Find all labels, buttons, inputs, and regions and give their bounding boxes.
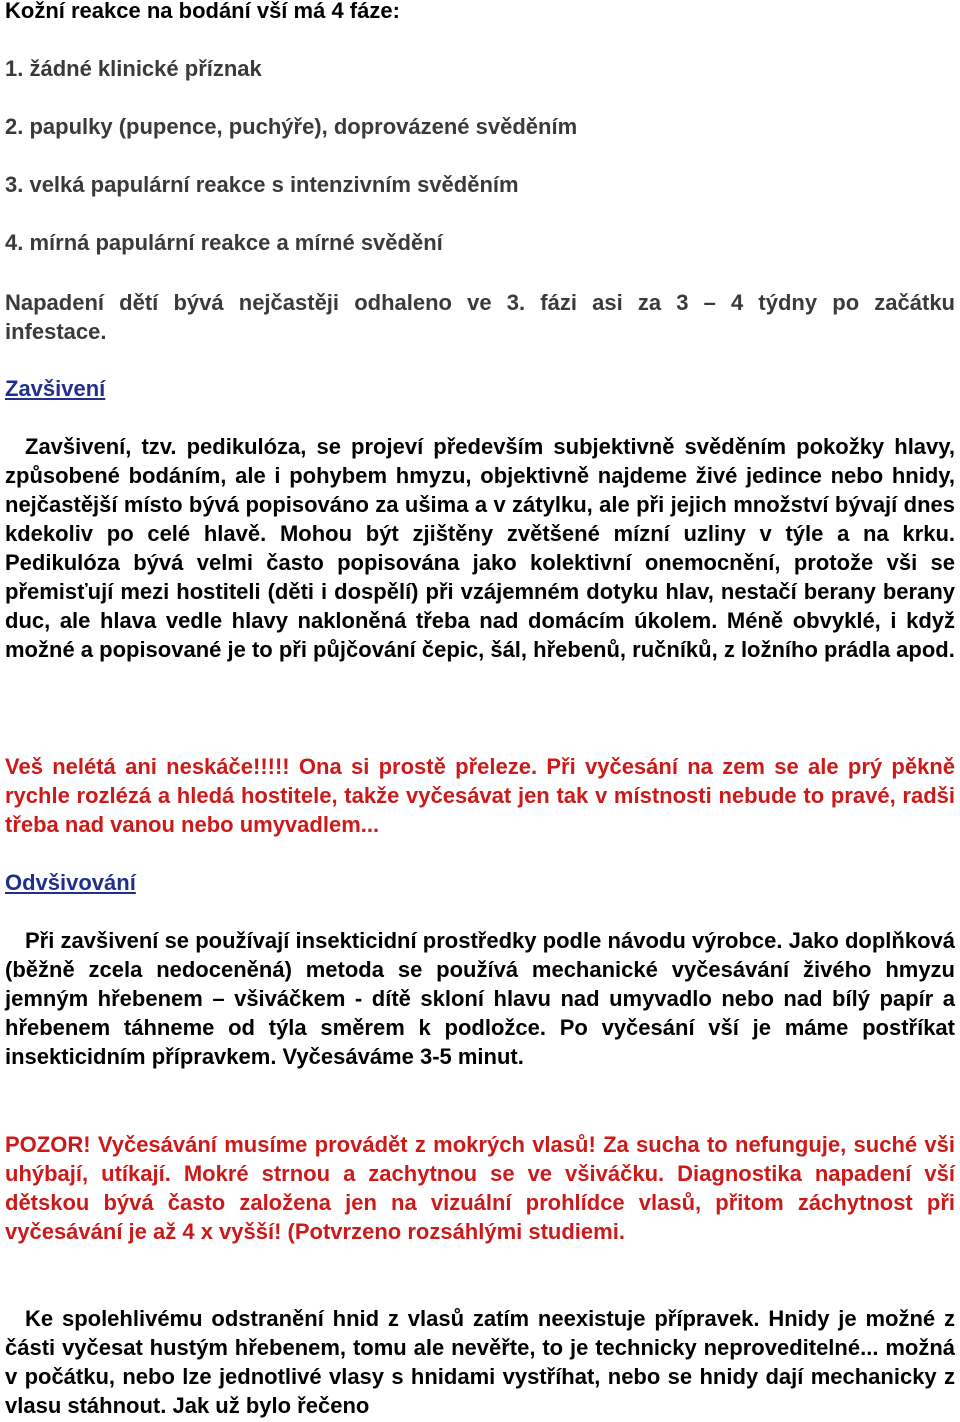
warning-text-1: Veš nelétá ani neskáče!!!!! Ona si prostě přeleze. [5, 754, 538, 779]
pozor-text-2: Za sucha to nefunguje, suché vši uhýbají, utíkají. Mokré strnou a zachytnou se ve všiváčku. [5, 1132, 955, 1186]
zavsiveni-paragraph [5, 432, 955, 664]
phase-item-3: 3. velká papulární reakce s intenzivním svěděním [5, 172, 519, 197]
odvsivovani-paragraph [5, 926, 955, 1071]
zavsiveni-text-3: Pedikulóza bývá velmi často popisována jako kolektivní onemocnění, protože vši se přemisťují mezi hostiteli (děti i dospělí) při vzájemném dotyku hlav, nestačí berany berany duc, ale hlava vedle hlavy nakloněná třeba nad domácím úkolem. [5, 550, 955, 633]
pozor-paragraph [5, 1130, 955, 1246]
warning-paragraph [5, 752, 955, 839]
pozor-text-3: Diagnostika napadení vší dětskou bývá často založena jen na vizuální prohlídce vlasů, přitom záchytnost při vyčesávání je až 4 x vyšší! (Potvrzeno rozsáhlými studiemi. [5, 1161, 956, 1244]
phase-item-2: 2. papulky (pupence, puchýře), doprovázené svěděním [5, 114, 578, 139]
phase-item-4: 4. mírná papulární reakce a mírné svědění [5, 230, 443, 255]
detection-text-line2: infestace. [5, 319, 107, 344]
section-title-zavsiveni[interactable]: Zavšivení [5, 376, 106, 401]
hnidy-paragraph [5, 1304, 955, 1420]
phase-item-1: 1. žádné klinické příznak [5, 56, 262, 81]
phases-heading: Kožní reakce na bodání vší má 4 fáze: [5, 0, 400, 23]
warning-text-2: Při vyčesání na zem se ale prý pěkně rychle rozlézá a hledá hostitele, takže vyčesávat jen tak v místnosti nebude to pravé, radši třeba nad vanou nebo umyvadlem... [5, 754, 955, 837]
detection-text-line1: Napadení dětí bývá nejčastěji odhaleno ve 3. fázi asi za 3 – 4 týdny po začátku [5, 290, 955, 315]
pozor-label: POZOR! [5, 1132, 91, 1157]
zavsiveni-text-4: Méně obvyklé, i když možné a popisované je to při půjčování čepic, šál, hřebenů, ručníků, z ložního prádla apod. [5, 608, 955, 662]
section-title-odvsivovani[interactable]: Odvšivování [5, 870, 136, 895]
pozor-text-1: Vyčesávání musíme provádět z mokrých vlasů! [90, 1132, 596, 1157]
zavsiveni-text-2: Mohou být zjištěny zvětšené mízní uzliny v týle a na krku. [279, 521, 955, 546]
zavsiveni-text-1: Zavšivení, tzv. pedikulóza, se projeví především subjektivně svěděním pokožky hlavy, způsobené bodáním, ale i pohybem hmyzu, objektivně najdeme živé jedince nebo hnidy, nejčastější místo bývá popisováno za ušima a v zátylku, ale při jejich množství bývají dnes kdekoliv po celé hlavě. [5, 434, 955, 546]
hnidy-text: Ke spolehlivému odstranění hnid z vlasů zatím neexistuje přípravek. Hnidy je možné z části vyčesat hustým hřebenem, tomu ale nevěřte, to je technicky neproveditelné... možná v počátku, nebo lze jednotlivé vlasy s hnidami vystříhat, nebo se hnidy dají mechanicky z vlasu stáhnout. Jak už bylo řečeno [5, 1306, 955, 1418]
odvsivovani-text-1: Při zavšivení se používají insekticidní prostředky podle návodu výrobce. Jako doplňková (běžně zcela nedoceněná) metoda se používá mechanické vyčesávání živého hmyzu jemným hřebenem – všiváčkem - dítě skloní hlavu nad umyvadlo nebo nad bílý papír a hřebenem táhneme od týla směrem k podložce. Po vyčesání vší je máme postříkat insekticidním přípravkem. Vyčesáváme 3-5 minut. [5, 928, 955, 1069]
